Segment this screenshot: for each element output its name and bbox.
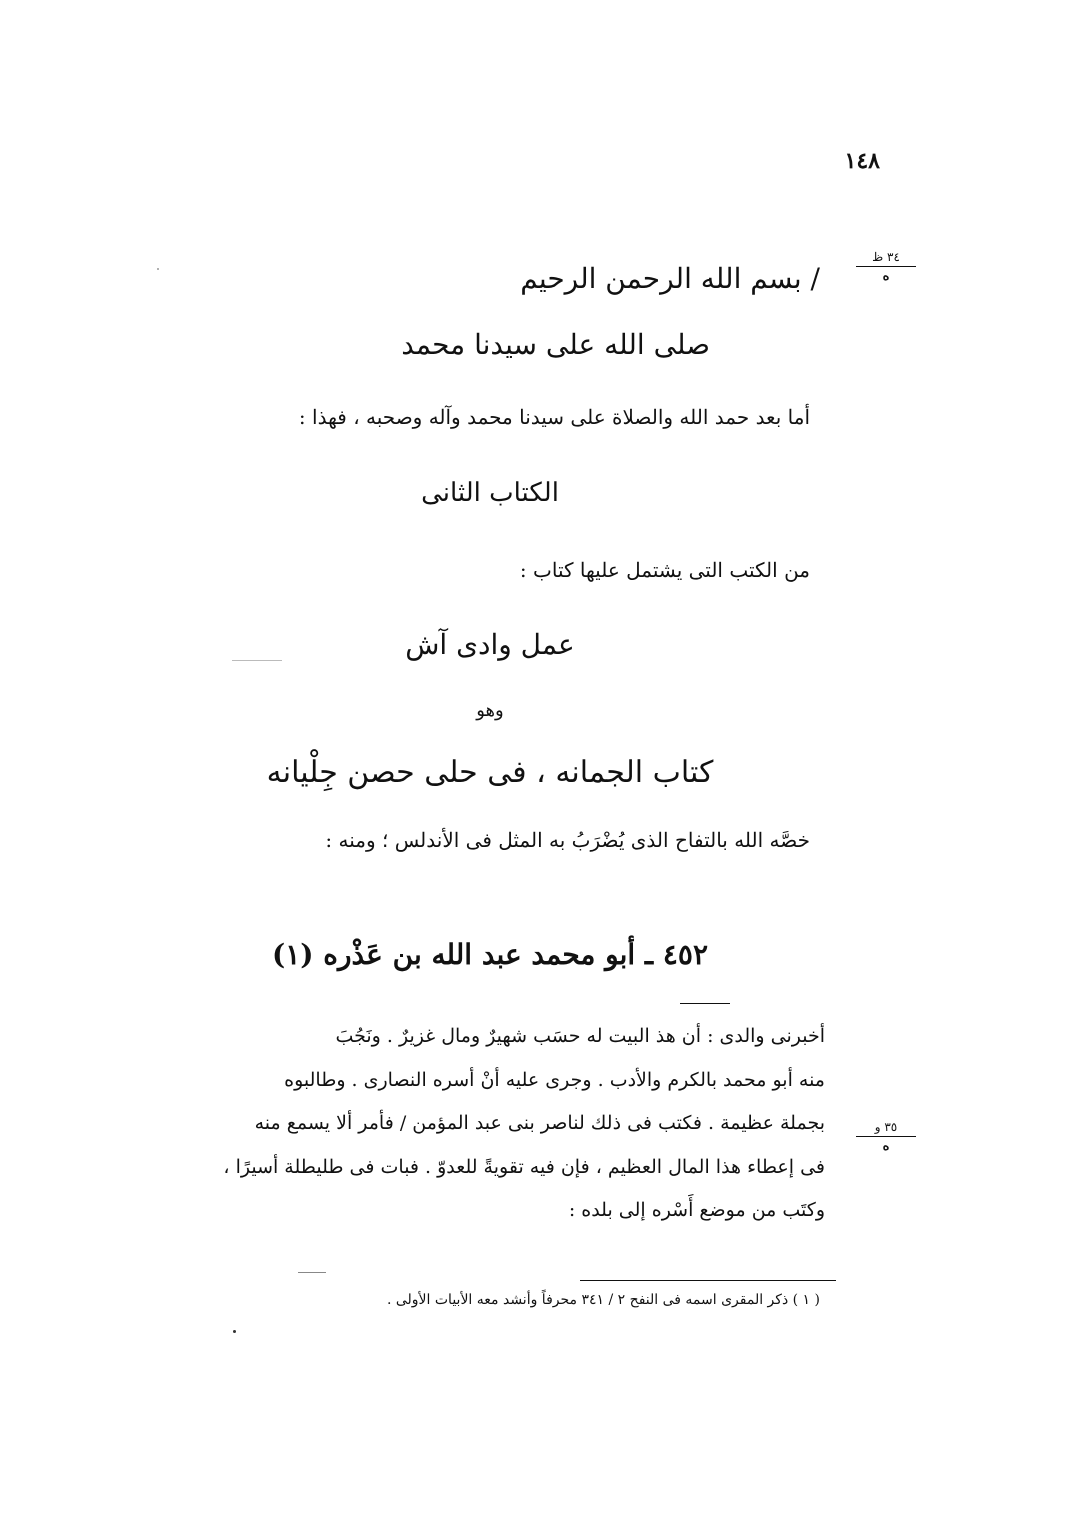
marginal-note-folio: ٣٥ و [856,1120,916,1137]
marginal-note-folio-35 [856,1120,916,1154]
footnote-rule [580,1280,836,1281]
body-line: بجملة عظيمة . فكتب فى ذلك لناصر بنى عبد المؤمن / فأمر ألا يسمع منه [254,1112,825,1134]
marginal-note-subscript: ه [882,1139,890,1154]
scan-speck [157,268,159,270]
body-line: منه أبو محمد بالكرم والأدب . وجرى عليه أنْ أسره النصارى . وطالبوه [284,1068,825,1091]
marginal-note-folio: ٣٤ ظ [856,250,916,267]
entry-heading: ٤٥٢ ـ أبو محمد عبد الله بن عَذْره (١) [272,938,708,971]
footnote: ( ١ ) ذكر المقرى اسمه فى النفح ٢ / ٣٤١ محرفاً وأنشد معه الأبيات الأولى . [386,1292,820,1308]
book-name: عمل وادى آش [405,628,575,661]
page-number: ١٤٨ [844,148,880,174]
scan-mark [232,660,282,661]
salat-line: صلى الله على سيدنا محمد [401,328,710,361]
heading-rule [680,1003,730,1004]
connector-word: وهو [476,700,504,721]
full-book-title: كتاب الجمانه ، فى حلى حصن جِلْيانه [266,755,714,790]
description-line: خصَّه الله بالتفاح الذى يُضْرَبُ به المثل فى الأندلس ؛ ومنه : [325,828,810,852]
marginal-note-subscript: ه [882,269,890,284]
scan-speck [233,1330,236,1333]
scan-mark [298,1272,326,1273]
body-paragraph [150,1015,825,1233]
basmala-line: / بسم الله الرحمن الرحيم [520,262,820,295]
body-line: وكتَب من موضع أَسْره إلى بلده : [568,1199,825,1221]
body-line: أخبرنى والدى : أن هذ البيت له حسَب شهيرٌ ومال غزيرٌ . ونَجُبَ [335,1025,825,1047]
intro-line: أما بعد حمد الله والصلاة على سيدنا محمد وآله وصحبه ، فهذا : [298,405,810,429]
marginal-note-folio-34 [856,250,916,284]
book-title: الكتاب الثانى [421,478,559,508]
body-line: فى إعطاء هذا المال العظيم ، فإن فيه تقويةً للعدوّ . فبات فى طليطلة أسيرًا ، [223,1155,825,1178]
books-intro-line: من الكتب التى يشتمل عليها كتاب : [519,558,810,582]
